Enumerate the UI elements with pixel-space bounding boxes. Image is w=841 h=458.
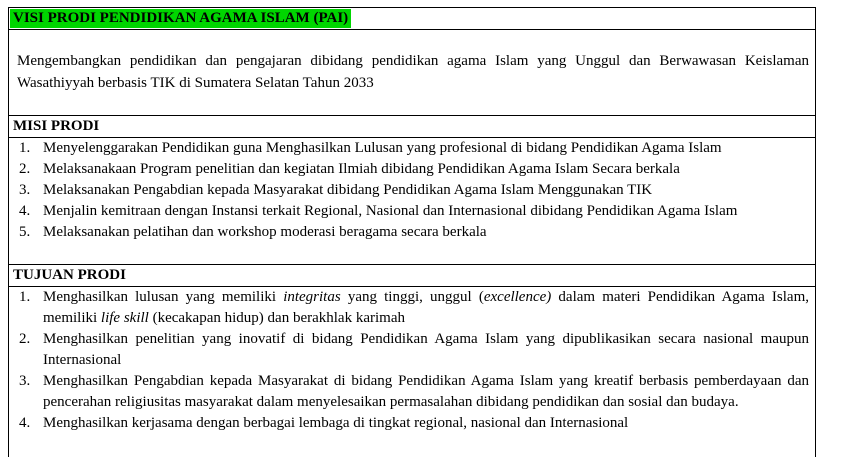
- visi-text: Mengembangkan pendidikan dan pengajaran dibidang pendidikan agama Islam yang Unggul dan Berwawasan Keislaman Wasathiyyah berbasis TIK di Sumatera Selatan Tahun 2033: [17, 53, 809, 91]
- tujuan-list: [9, 287, 815, 434]
- divider: [9, 264, 815, 265]
- list-item: 4. Menghasilkan kerjasama dengan berbagai lembaga di tingkat regional, nasional dan Internasional: [19, 415, 629, 431]
- list-item: 3. Melaksanakan Pengabdian kepada Masyarakat dibidang Pendidikan Agama Islam Menggunakan TIK: [19, 182, 653, 198]
- list-item: 1. Menyelenggarakan Pendidikan guna Menghasilkan Lulusan yang profesional di bidang Pendidikan Agama Islam: [19, 140, 722, 156]
- list-item: 5. Melaksanakan pelatihan dan workshop moderasi beragama secara berkala: [19, 224, 487, 240]
- list-item: 2. Melaksanakaan Program penelitian dan kegiatan Ilmiah dibidang Pendidikan Agama Islam Secara berkala: [19, 161, 680, 177]
- list-item: 3. Menghasilkan Pengabdian kepada Masyarakat di bidang Pendidikan Agama Islam yang kreatif berbasis pemberdayaan dan pencerahan religiusitas masyarakat dalam menyelesaikan permasalahan dibidang pendidikan dan sosial dan budaya.: [19, 373, 809, 410]
- misi-title: MISI PRODI: [13, 118, 100, 134]
- divider: [9, 115, 815, 116]
- tujuan-title: TUJUAN PRODI: [13, 267, 126, 283]
- list-item: 4. Menjalin kemitraan dengan Instansi terkait Regional, Nasional dan Internasional dibidang Pendidikan Agama Islam: [19, 203, 738, 219]
- list-item: 2. Menghasilkan penelitian yang inovatif di bidang Pendidikan Agama Islam yang dipublikasikan secara nasional maupun Internasional: [19, 331, 809, 368]
- list-item: 1. Menghasilkan lulusan yang memiliki integritas yang tinggi, unggul (excellence) dalam materi Pendidikan Agama Islam, memiliki life skill (kecakapan hidup) dan berakhlak karimah: [19, 289, 809, 326]
- document-table: [8, 7, 816, 457]
- misi-list: [9, 138, 815, 243]
- divider: [9, 29, 815, 30]
- visi-title: VISI PRODI PENDIDIKAN AGAMA ISLAM (PAI): [10, 9, 351, 28]
